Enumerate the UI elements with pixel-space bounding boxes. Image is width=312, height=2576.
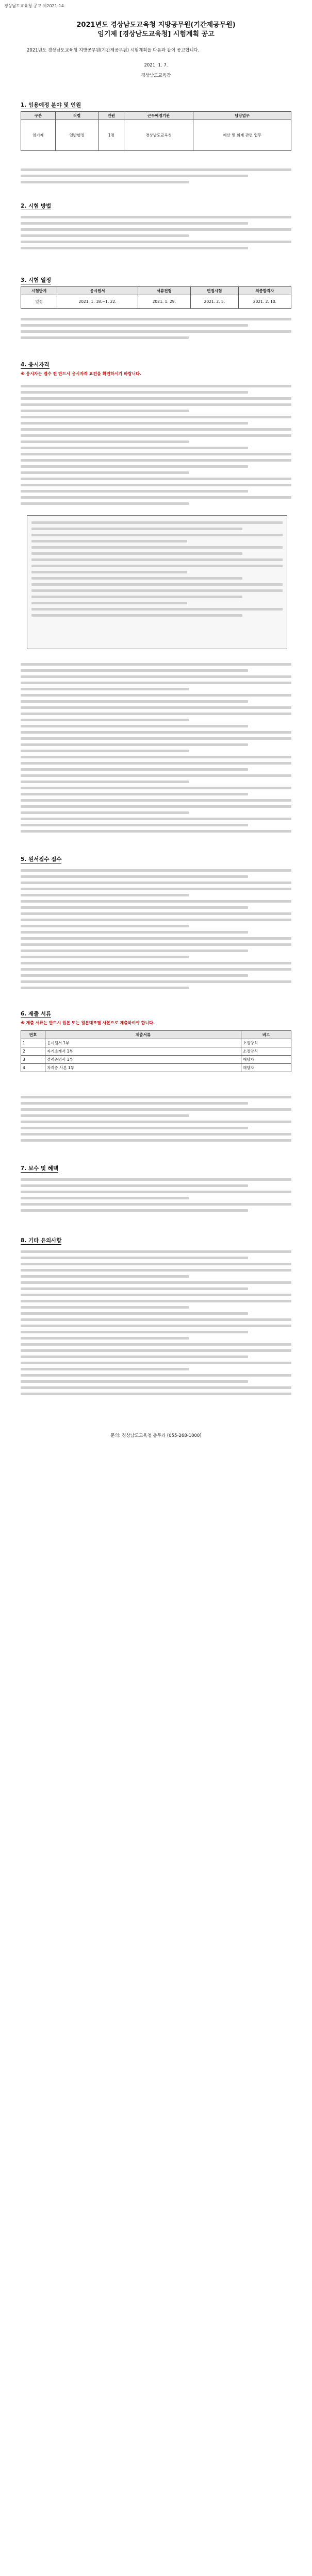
table-cell: 자기소개서 1부 (45, 1047, 241, 1056)
table-cell: 2021. 2. 5. (190, 295, 238, 309)
table-cell: 자격증 사본 1부 (45, 1064, 241, 1072)
announce-date: 2021. 1. 7. (144, 63, 168, 68)
positions-table (21, 111, 291, 151)
table-header: 직렬 (55, 112, 98, 120)
table-cell: 임기제 (21, 120, 56, 151)
section-4-body (21, 381, 291, 509)
title-line-1: 2021년도 경상남도교육청 지방공무원(기간제공무원) (76, 21, 236, 29)
intro-text: 2021년도 경상남도교육청 지방공무원(기간제공무원) 시험계획을 다음과 같이 공고합니다. (27, 48, 200, 53)
table-cell: 일반행정 (55, 120, 98, 151)
documents-note: ※ 제출 서류는 반드시 원본 또는 원본대조필 사본으로 제출하여야 합니다. (21, 1021, 155, 1025)
announcer: 경상남도교육감 (141, 73, 171, 78)
table-cell: 경상남도교육청 (124, 120, 193, 151)
eligibility-detail-box (27, 515, 287, 649)
section-8-heading: 8. 기타 유의사항 (21, 1238, 62, 1244)
section-5-heading: 5. 원서접수 접수 (21, 856, 62, 862)
documents-table (21, 1030, 291, 1072)
table-cell: 일정 (21, 295, 57, 309)
table-cell: 응시원서 1부 (45, 1039, 241, 1047)
contact-info: 문의: 경상남도교육청 총무과 (055-268-1000) (110, 1433, 202, 1438)
schedule-table (21, 286, 291, 309)
section-6-heading: 6. 제출 서류 (21, 1011, 52, 1017)
section-4-extra (21, 659, 291, 836)
title-line-2: 임기제 [경상남도교육청] 시험계획 공고 (97, 30, 215, 38)
table-header: 번호 (21, 1031, 45, 1039)
table-header: 서류전형 (138, 287, 190, 295)
document-reference: 경상남도교육청 공고 제2021-14 (4, 4, 64, 8)
document-title (36, 21, 276, 39)
eligibility-note: ※ 응시자는 접수 전 반드시 응시자격 요건을 확인하시기 바랍니다. (21, 371, 142, 376)
section-6-body (21, 1092, 291, 1145)
table-cell: 2021. 1. 18.~1. 22. (57, 295, 138, 309)
section-3-heading: 3. 시험 일정 (21, 277, 52, 283)
table-header: 담당업무 (193, 112, 291, 120)
table-cell: 소정양식 (241, 1039, 291, 1047)
table-cell: 4 (21, 1064, 45, 1072)
table-header: 제출서류 (45, 1031, 241, 1039)
table-cell: 1 (21, 1039, 45, 1047)
table-cell: 예산 및 회계 관련 업무 (193, 120, 291, 151)
table-header: 시험단계 (21, 287, 57, 295)
section-7-body (21, 1175, 291, 1215)
table-cell: 2 (21, 1047, 45, 1056)
table-cell: 2021. 2. 10. (238, 295, 291, 309)
table-header: 최종합격자 (238, 287, 291, 295)
table-cell: 2021. 1. 29. (138, 295, 190, 309)
table-cell: 소정양식 (241, 1047, 291, 1056)
table-header: 비고 (241, 1031, 291, 1039)
table-cell: 경력증명서 1부 (45, 1056, 241, 1064)
table-header: 응시원서 (57, 287, 138, 295)
table-cell: 1명 (98, 120, 124, 151)
section-4-heading: 4. 응시자격 (21, 362, 50, 368)
section-1-heading: 1. 임용예정 분야 및 인원 (21, 102, 81, 108)
section-8-body (21, 1247, 291, 1399)
table-header: 면접시험 (190, 287, 238, 295)
table-header: 구분 (21, 112, 56, 120)
section-7-heading: 7. 보수 및 혜택 (21, 1165, 58, 1172)
table-cell: 해당자 (241, 1064, 291, 1072)
section-5-body (21, 866, 291, 993)
table-cell: 3 (21, 1056, 45, 1064)
section-3-notes (21, 314, 291, 343)
section-1-notes (21, 165, 291, 187)
section-2-body (21, 212, 291, 253)
section-2-heading: 2. 시험 방법 (21, 203, 52, 209)
table-cell: 해당자 (241, 1056, 291, 1064)
table-header: 근무예정기관 (124, 112, 193, 120)
table-header: 인원 (98, 112, 124, 120)
